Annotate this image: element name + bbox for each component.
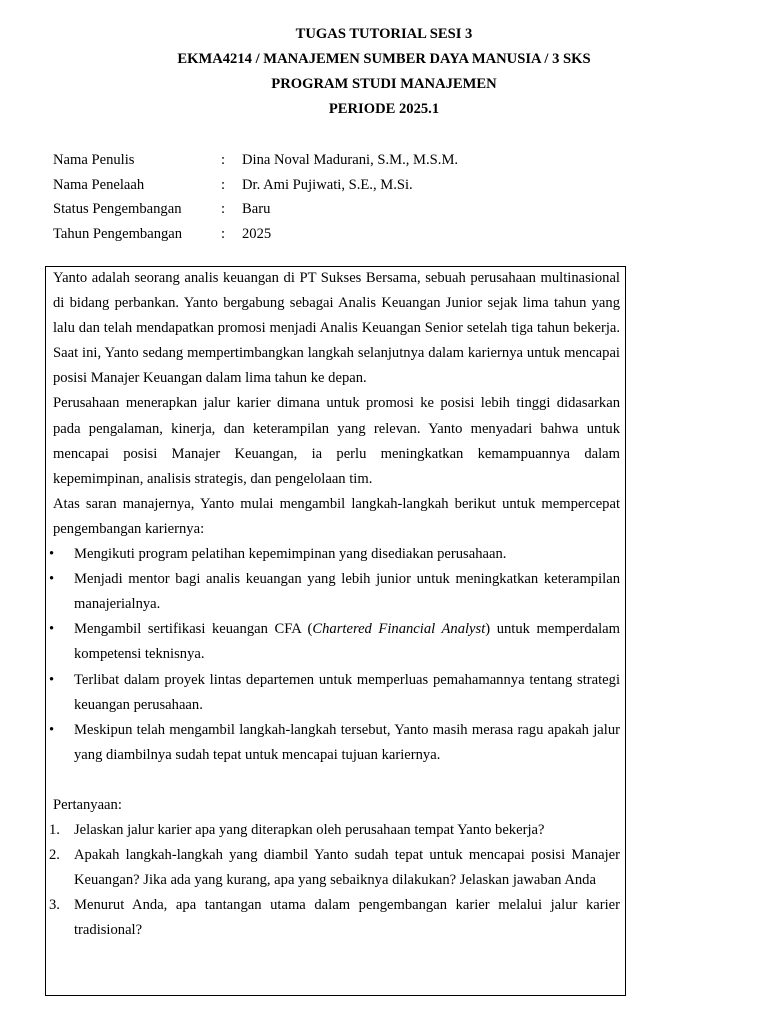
- questions-list: [49, 818, 620, 943]
- meta-row-tahun: [53, 222, 653, 247]
- question-text: Menurut Anda, apa tantangan utama dalam pengembangan karier melalui jalur karier tradisional?: [74, 897, 620, 939]
- question-item: [49, 893, 620, 943]
- bullet-icon: •: [49, 721, 55, 738]
- list-item-text: Meskipun telah mengambil langkah-langkah tersebut, Yanto masih merasa ragu apakah jalur yang diambilnya sudah tepat untuk mencapai tujuan kariernya.: [74, 721, 620, 763]
- case-paragraph-1: Yanto adalah seorang analis keuangan di PT Sukses Bersama, sebuah perusahaan multinasional di bidang perbankan. Yanto bergabung sebagai Analis Keuangan Junior sejak lima tahun yang lalu dan telah mendapatkan promosi menjadi Analis Keuangan Senior setelah tiga tahun bekerja. Saat ini, Yanto sedang mempertimbangkan langkah selanjutnya dalam kariernya untuk mencapai posisi Manajer Keuangan dalam lima tahun ke depan.: [53, 270, 620, 387]
- list-item-text: Terlibat dalam proyek lintas departemen untuk memperluas pemahamannya tentang strategi keuangan perusahaan.: [74, 671, 620, 713]
- author-info: [53, 148, 653, 246]
- meta-label: Nama Penelaah: [53, 176, 145, 193]
- meta-row-status: [53, 197, 653, 222]
- list-item-italic: Chartered Financial Analyst: [312, 621, 486, 638]
- meta-label: Tahun Pengembangan: [53, 225, 183, 242]
- question-text: Apakah langkah-langkah yang diambil Yanto sudah tepat untuk mencapai posisi Manajer Keuangan? Jika ada yang kurang, apa yang sebaiknya dilakukan? Jelaskan jawaban Anda: [74, 847, 620, 889]
- list-item: [49, 617, 620, 667]
- document-header: [0, 22, 768, 122]
- bullet-icon: •: [49, 546, 55, 563]
- question-item: [49, 818, 620, 843]
- list-item-text: Mengikuti program pelatihan kepemimpinan yang disediakan perusahaan.: [74, 546, 507, 563]
- meta-colon: :: [221, 152, 226, 168]
- list-item: [49, 542, 620, 567]
- header-period: PERIODE 2025.1: [328, 101, 440, 117]
- questions-heading: Pertanyaan:: [53, 796, 122, 813]
- question-number: 1.: [49, 822, 60, 839]
- bullet-icon: •: [49, 571, 55, 588]
- question-item: [49, 843, 620, 893]
- question-text: Jelaskan jalur karier apa yang diterapkan oleh perusahaan tempat Yanto bekerja?: [74, 822, 545, 839]
- case-paragraph-2: Perusahaan menerapkan jalur karier dimana untuk promosi ke posisi lebih tinggi didasarkan pada pengalaman, kinerja, dan keterampilan yang relevan. Yanto menyadari bahwa untuk mencapai posisi Manajer Keuangan, ia perlu meningkatkan kemampuannya dalam kepemimpinan, analisis strategis, dan pengelolaan tim.: [53, 395, 620, 487]
- meta-colon: :: [221, 225, 226, 242]
- list-item: [49, 567, 620, 617]
- meta-value: 2025: [242, 225, 272, 242]
- meta-value: Dr. Ami Pujiwati, S.E., M.Si.: [242, 176, 413, 193]
- header-title: TUGAS TUTORIAL SESI 3: [295, 26, 473, 42]
- list-item: [49, 718, 620, 768]
- question-number: 2.: [49, 847, 60, 864]
- meta-row-penulis: [53, 148, 653, 173]
- list-item-text-after: ) untuk memperdalam kompetensi teknisnya.: [74, 621, 620, 663]
- meta-value: Dina Noval Madurani, S.M., M.S.M.: [242, 152, 459, 168]
- bullet-icon: •: [49, 621, 55, 638]
- list-item: [49, 668, 620, 718]
- header-course: EKMA4214 / MANAJEMEN SUMBER DAYA MANUSIA / 3 SKS: [177, 51, 591, 67]
- bullet-icon: •: [49, 671, 55, 688]
- meta-colon: :: [221, 176, 226, 193]
- steps-list: [49, 542, 620, 768]
- spacer: [53, 768, 620, 793]
- header-program: PROGRAM STUDI MANAJEMEN: [271, 76, 497, 92]
- list-item-text: Menjadi mentor bagi analis keuangan yang lebih junior untuk meningkatkan keterampilan manajerialnya.: [74, 571, 620, 613]
- meta-label: Nama Penulis: [53, 152, 135, 168]
- question-number: 3.: [49, 897, 60, 914]
- case-study-content: [49, 266, 620, 944]
- meta-value: Baru: [242, 201, 271, 217]
- meta-label: Status Pengembangan: [53, 201, 182, 217]
- list-item-text-before: Mengambil sertifikasi keuangan CFA (: [74, 621, 313, 638]
- meta-row-penelaah: [53, 173, 653, 198]
- meta-colon: :: [221, 201, 226, 217]
- case-paragraph-3: Atas saran manajernya, Yanto mulai mengambil langkah-langkah berikut untuk mempercepat pengembangan kariernya:: [53, 495, 620, 537]
